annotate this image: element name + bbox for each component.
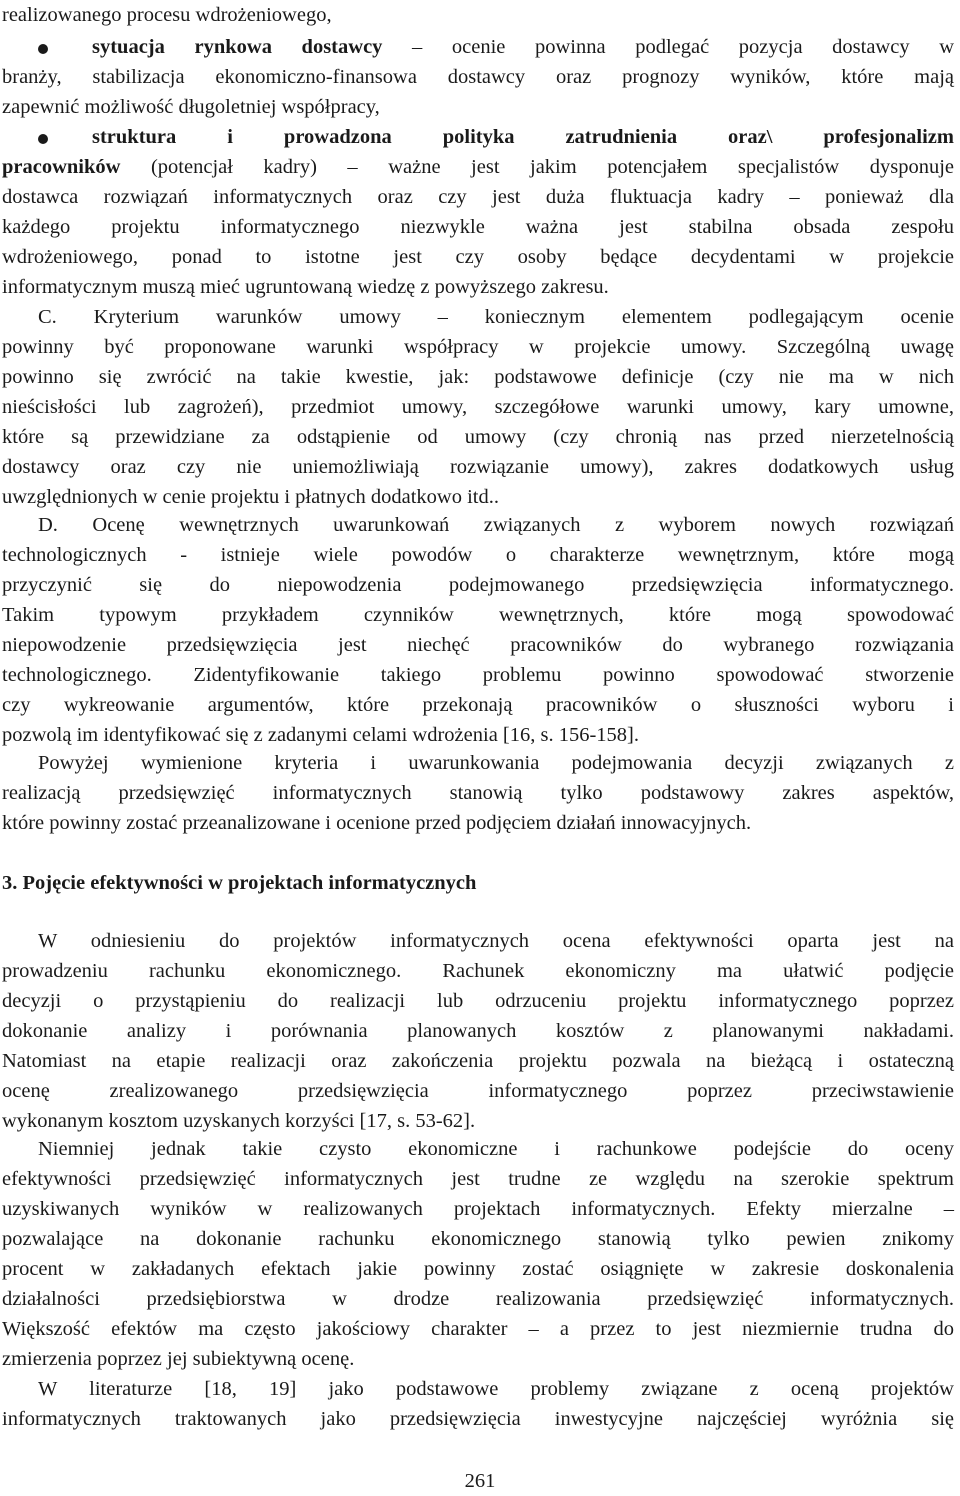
bullet-bold-text: struktura i prowadzona polityka zatrudnienia oraz\ profesjonalizm (92, 126, 954, 148)
text-line: realizacją przedsięwzięć informatycznych stanowią tylko podstawowy zakres aspektów, (2, 782, 954, 804)
bullet-bold-text: sytuacja rynkowa dostawcy (92, 36, 383, 58)
bullet-item-line (92, 32, 954, 62)
text-line: efektywności przedsięwzięć informatycznych jest trudne ze względu na szerokie spektrum (2, 1168, 954, 1190)
text-line: zmierzenia poprzez jej subiektywną ocenę. (2, 1348, 355, 1370)
text-line: ocenę zrealizowanego przedsięwzięcia informatycznego poprzez przeciwstawienie (2, 1080, 954, 1102)
paragraph-first-line: Niemniej jednak takie czysto ekonomiczne i rachunkowe podejście do oceny (38, 1138, 954, 1160)
text-line: pozwalające na dokonanie rachunku ekonomicznego stanowią tylko pewien znikomy (2, 1228, 954, 1250)
text-line: każdego projektu informatycznego niezwykle ważna jest stabilna obsada zespołu (2, 216, 954, 238)
text-line: niepowodzenie przedsięwzięcia jest niechęć pracowników do wybranego rozwiązania (2, 634, 954, 656)
text-line: informatycznych traktowanych jako przedsięwzięcia inwestycyjne najczęściej wyróżnia się (2, 1408, 954, 1430)
paragraph-first-line: W odniesieniu do projektów informatycznych ocena efektywności oparta jest na (38, 930, 954, 952)
text-line: które powinny zostać przeanalizowane i ocenione przed podjęciem działań innowacyjnych. (2, 812, 752, 834)
text-line: działalności przedsiębiorstwa w drodze realizowania przedsięwzięć informatycznych. (2, 1288, 954, 1310)
bullet-icon (38, 134, 48, 144)
text-line: dokonanie analizy i porównania planowanych kosztów z planowanymi nakładami. (2, 1020, 954, 1042)
text-line: dostawcy oraz czy nie uniemożliwiają rozwiązanie umowy), zakres dodatkowych usług (2, 456, 954, 478)
text-line: czy wykreowanie argumentów, które przekonają pracowników o słuszności wyboru i (2, 694, 954, 716)
bullet-icon (38, 44, 48, 54)
text-line: technologicznych - istnieje wiele powodów o charakterze wewnętrznym, które mogą (2, 544, 954, 566)
page-number: 261 (464, 1470, 496, 1492)
text-line: uwzględnionych w cenie projektu i płatnych dodatkowo itd.. (2, 486, 500, 508)
text-line: informatycznym muszą mieć ugruntowaną wiedzę z powyższego zakresu. (2, 276, 609, 298)
text-line: powinno się zwrócić na takie kwestie, jak: podstawowe definicje (czy nie ma w nich (2, 366, 954, 388)
text-line: realizowanego procesu wdrożeniowego, (2, 4, 332, 26)
text-line: wykonanym kosztom uzyskanych korzyści [17, s. 53-62]. (2, 1110, 476, 1132)
text-line: które są przewidziane za odstąpienie od umowy (czy chronią nas przed nierzetelnością (2, 426, 954, 448)
text-line: zapewnić możliwość długoletniej współpracy, (2, 96, 380, 118)
text-line: decyzji o przystąpieniu do realizacji lub odrzuceniu projektu informatycznego poprzez (2, 990, 954, 1012)
text-line: prowadzeniu rachunku ekonomicznego. Rachunek ekonomiczny ma ułatwić podjęcie (2, 960, 954, 982)
text-line: wdrożeniowego, ponad to istotne jest czy osoby będące decydentami w projekcie (2, 246, 954, 268)
paragraph-first-line: W literaturze [18, 19] jako podstawowe problemy związane z oceną projektów (38, 1378, 954, 1400)
text-line: Takim typowym przykładem czynników wewnętrznych, które mogą spowodować (2, 604, 954, 626)
paragraph-first-line: D. Ocenę wewnętrznych uwarunkowań związanych z wyborem nowych rozwiązań (38, 514, 954, 536)
bullet-item-line (2, 152, 954, 182)
text-line: nieścisłości lub zagrożeń), przedmiot umowy, szczegółowe warunki umowy, kary umowne, (2, 396, 954, 418)
text-line: przyczynić się do niepowodzenia podejmowanego przedsięwzięcia informatycznego. (2, 574, 954, 596)
paragraph-first-line: C. Kryterium warunków umowy – koniecznym elementem podlegającym ocenie (38, 306, 954, 328)
bullet-text: – ocenie powinna podlegać pozycja dostawcy w (382, 36, 954, 58)
text-line: branży, stabilizacja ekonomiczno-finansowa dostawcy oraz prognozy wyników, które mają (2, 66, 954, 88)
section-heading: 3. Pojęcie efektywności w projektach informatycznych (2, 872, 477, 894)
text-line: powinny być proponowane warunki współpracy w projekcie umowy. Szczególną uwagę (2, 336, 954, 358)
paragraph-first-line: Powyżej wymienione kryteria i uwarunkowania podejmowania decyzji związanych z (38, 752, 954, 774)
text-line: technologicznego. Zidentyfikowanie takiego problemu powinno spowodować stworzenie (2, 664, 954, 686)
text-line: dostawca rozwiązań informatycznych oraz czy jest duża fluktuacja kadry – ponieważ dla (2, 186, 954, 208)
text-line: procent w zakładanych efektach jakie powinny zostać osiągnięte w zakresie doskonalenia (2, 1258, 954, 1280)
text-line: Natomiast na etapie realizacji oraz zakończenia projektu pozwala na bieżącą i ostateczną (2, 1050, 954, 1072)
bullet-bold-text: pracowników (2, 156, 121, 178)
text-line: Większość efektów ma często jakościowy charakter – a przez to jest niezmiernie trudna do (2, 1318, 954, 1340)
text-line: pozwolą im identyfikować się z zadanymi celami wdrożenia [16, s. 156-158]. (2, 724, 640, 746)
bullet-text: (potencjał kadry) – ważne jest jakim potencjałem specjalistów dysponuje (120, 156, 954, 178)
text-line: uzyskiwanych wyników w realizowanych projektach informatycznych. Efekty mierzalne – (2, 1198, 954, 1220)
